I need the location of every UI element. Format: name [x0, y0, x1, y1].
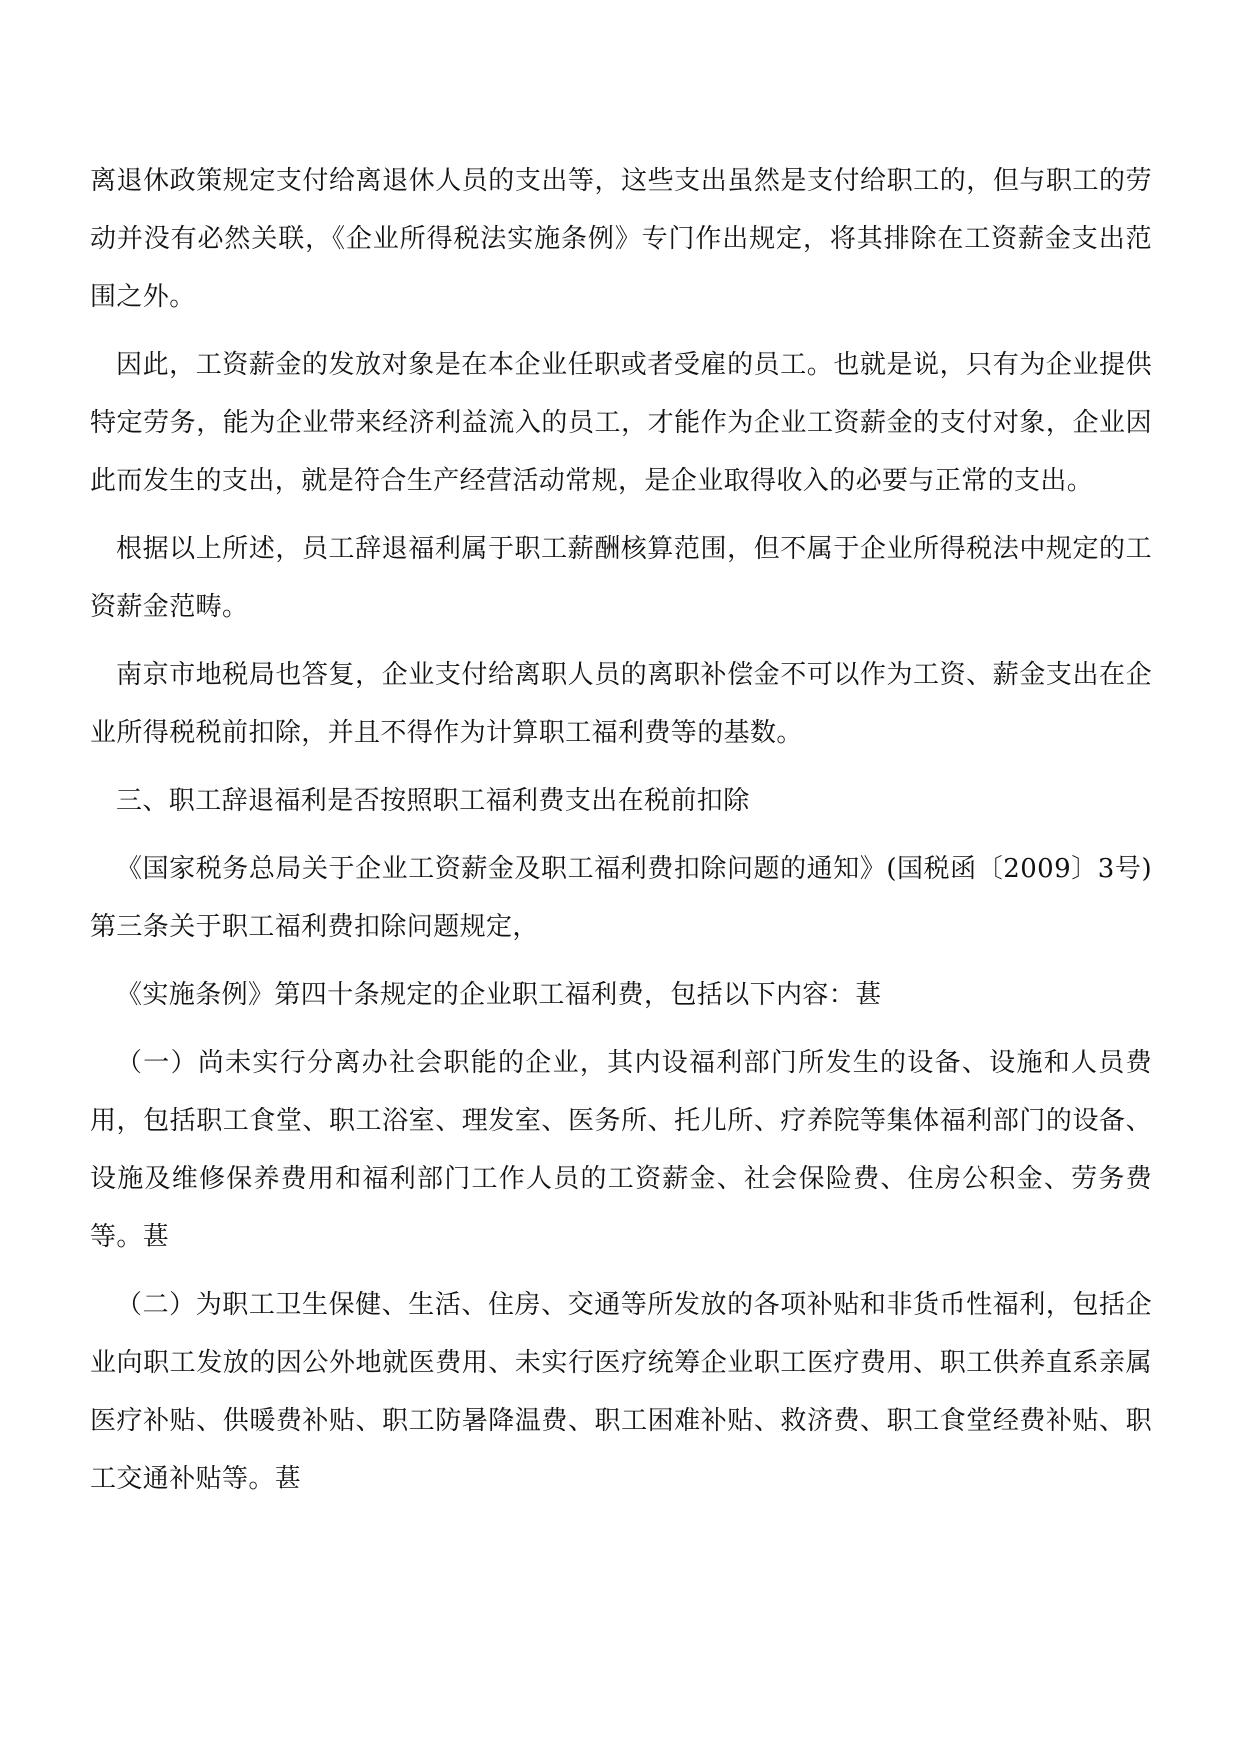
- paragraph-item-one: （一）尚未实行分离办社会职能的企业，其内设福利部门所发生的设备、设施和人员费用，包括职工食堂、职工浴室、理发室、医务所、托儿所、疗养院等集体福利部门的设备、设施及维修保养费用和福利部门工作人员的工资薪金、社会保险费、住房公积金、劳务费等。葚: [90, 1048, 1152, 1252]
- paragraph-wage-recipients: 因此，工资薪金的发放对象是在本企业任职或者受雇的员工。也就是说，只有为企业提供特定劳务，能为企业带来经济利益流入的员工，才能作为企业工资薪金的支付对象，企业因此而发生的支出，就是符合生产经营活动常规，是企业取得收入的必要与正常的支出。: [90, 350, 1152, 496]
- document-body: [90, 152, 1152, 1518]
- paragraph-article-forty: 《实施条例》第四十条规定的企业职工福利费，包括以下内容：葚: [116, 980, 882, 1010]
- section-heading-three: 三、职工辞退福利是否按照职工福利费支出在税前扣除: [116, 786, 750, 816]
- paragraph-sat-notice: 《国家税务总局关于企业工资薪金及职工福利费扣除问题的通知》(国税函〔2009〕3号)第三条关于职工福利费扣除问题规定，: [90, 854, 1152, 942]
- paragraph-item-two: （二）为职工卫生保健、生活、住房、交通等所发放的各项补贴和非货币性福利，包括企业向职工发放的因公外地就医费用、未实行医疗统筹企业职工医疗费用、职工供养直系亲属医疗补贴、供暖费补贴、职工防暑降温费、职工困难补贴、救济费、职工食堂经费补贴、职工交通补贴等。葚: [90, 1290, 1152, 1494]
- paragraph-dismissal-benefits-conclusion: 根据以上所述，员工辞退福利属于职工薪酬核算范围，但不属于企业所得税法中规定的工资薪金范畴。: [90, 534, 1152, 622]
- paragraph-nanjing-tax-reply: 南京市地税局也答复，企业支付给离职人员的离职补偿金不可以作为工资、薪金支出在企业所得税税前扣除，并且不得作为计算职工福利费等的基数。: [90, 660, 1152, 748]
- paragraph-retirement-expenses: 离退休政策规定支付给离退休人员的支出等，这些支出虽然是支付给职工的，但与职工的劳动并没有必然关联，《企业所得税法实施条例》专门作出规定，将其排除在工资薪金支出范围之外。: [90, 166, 1152, 312]
